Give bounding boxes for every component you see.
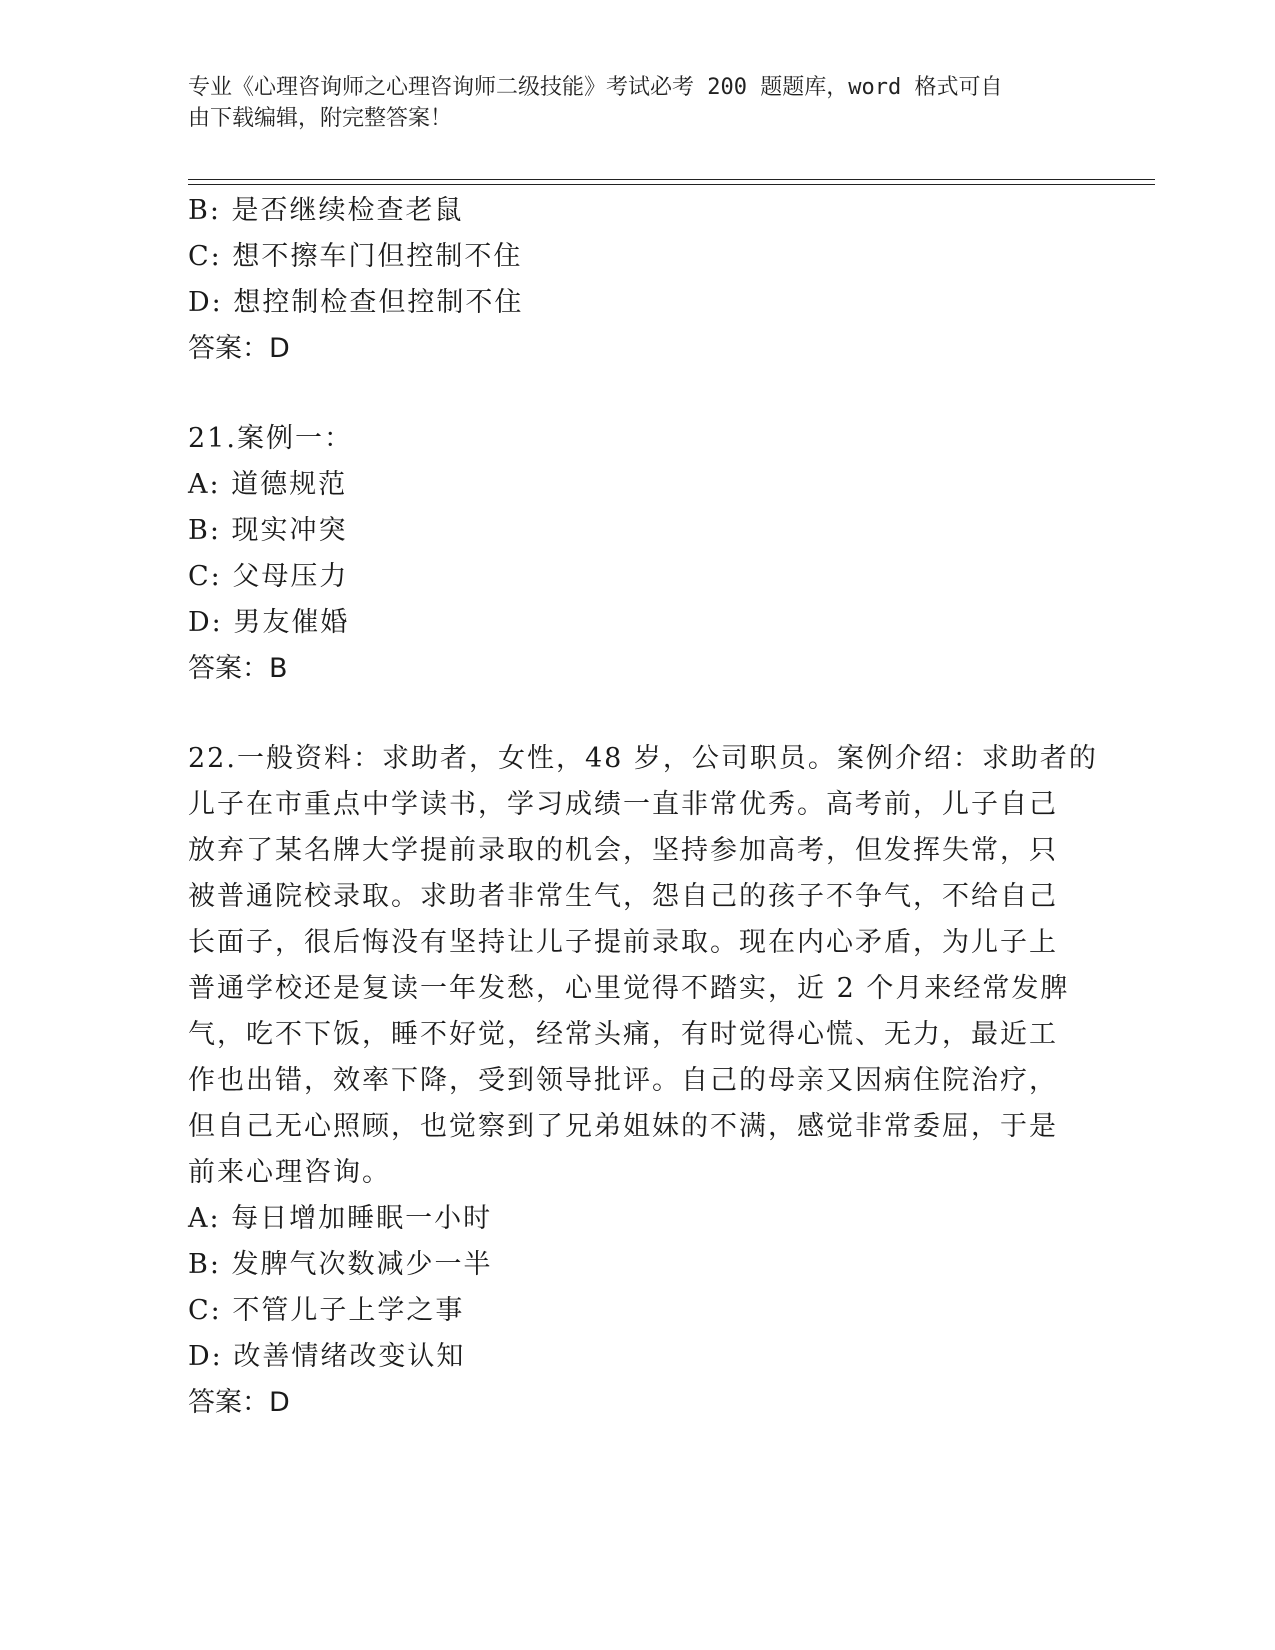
answer-line <box>188 1380 1088 1426</box>
option-c: C: 不管儿子上学之事 <box>188 1295 465 1326</box>
question-stem-line: 22.一般资料：求助者，女性，48 岁，公司职员。案例介绍：求助者的 <box>188 743 1098 774</box>
option-b: B: 是否继续检查老鼠 <box>188 195 464 226</box>
answer-line <box>188 326 1088 372</box>
header-divider-bottom <box>188 184 1155 185</box>
question-stem-line: 普通学校还是复读一年发愁，心里觉得不踏实，近 2 个月来经常发脾 <box>188 973 1070 1004</box>
option-c: C: 父母压力 <box>188 561 349 592</box>
header-divider-top <box>188 179 1155 180</box>
question-22 <box>188 736 1098 1426</box>
answer-value: D <box>269 1387 290 1418</box>
answer-label: 答案： <box>188 653 269 684</box>
header-title-line-2: 由下载编辑，附完整答案！ <box>188 106 453 131</box>
answer-line <box>188 646 1088 692</box>
question-stem-line: 被普通院校录取。求助者非常生气，怨自己的孩子不争气，不给自己 <box>188 881 1058 912</box>
option-b: B: 现实冲突 <box>188 515 348 546</box>
document-header <box>188 72 1068 134</box>
option-b: B: 发脾气次数减少一半 <box>188 1249 493 1280</box>
option-a: A: 每日增加睡眠一小时 <box>188 1203 493 1234</box>
question-stem-line: 气，吃不下饭，睡不好觉，经常头痛，有时觉得心慌、无力，最近工 <box>188 1019 1058 1050</box>
question-stem: 21.案例一： <box>188 423 353 454</box>
answer-value: B <box>269 653 288 684</box>
option-d: D: 改善情绪改变认知 <box>188 1341 466 1372</box>
document-body <box>188 188 1098 1426</box>
question-stem-line: 作也出错，效率下降，受到领导批评。自己的母亲又因病住院治疗， <box>188 1065 1058 1096</box>
question-spacer <box>188 692 1088 736</box>
answer-label: 答案： <box>188 333 269 364</box>
question-stem-line: 但自己无心照顾，也觉察到了兄弟姐妹的不满，感觉非常委屈，于是 <box>188 1111 1058 1142</box>
question-stem-line: 前来心理咨询。 <box>188 1157 391 1188</box>
question-spacer <box>188 372 1088 416</box>
option-d: D: 想控制检查但控制不住 <box>188 287 524 318</box>
question-stem-line: 长面子，很后悔没有坚持让儿子提前录取。现在内心矛盾，为儿子上 <box>188 927 1058 958</box>
question-stem-line: 放弃了某名牌大学提前录取的机会，坚持参加高考，但发挥失常，只 <box>188 835 1058 866</box>
question-stem-line: 儿子在市重点中学读书，学习成绩一直非常优秀。高考前，儿子自己 <box>188 789 1058 820</box>
option-c: C: 想不擦车门但控制不住 <box>188 241 523 272</box>
question-21 <box>188 416 1088 692</box>
answer-value: D <box>269 333 290 364</box>
question-20 <box>188 188 1088 372</box>
option-d: D: 男友催婚 <box>188 607 350 638</box>
header-title-line-1: 专业《心理咨询师之心理咨询师二级技能》考试必考 200 题题库，word 格式可自 <box>188 75 1003 100</box>
option-a: A: 道德规范 <box>188 469 348 500</box>
answer-label: 答案： <box>188 1387 269 1418</box>
